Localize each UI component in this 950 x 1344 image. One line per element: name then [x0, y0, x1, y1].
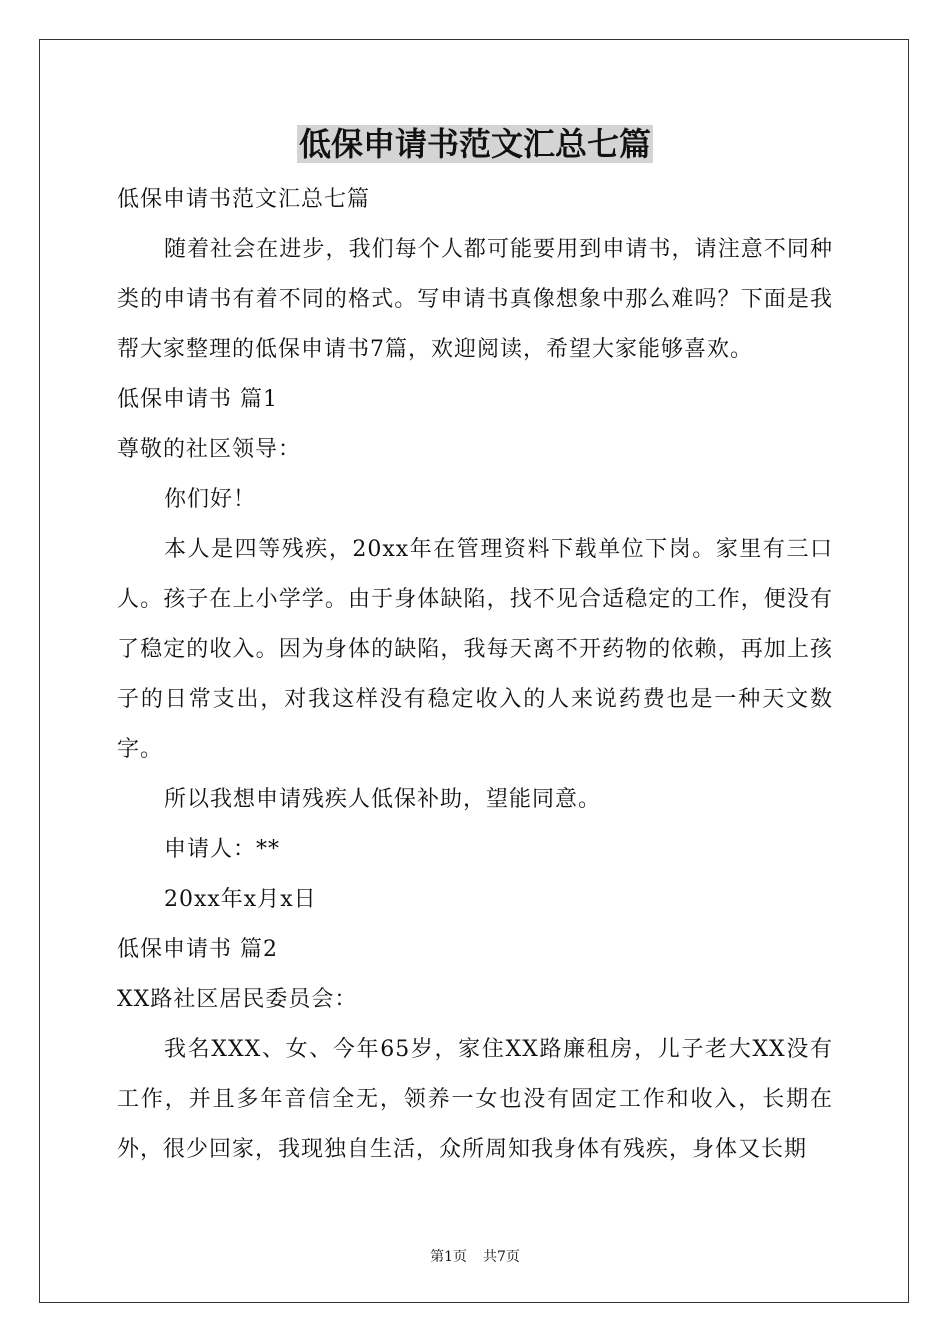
document-title-text: 低保申请书范文汇总七篇 — [298, 125, 651, 163]
document-body — [117, 175, 833, 1175]
request-paragraph: 所以我想申请残疾人低保补助，望能同意。 — [164, 787, 602, 812]
salutation: 尊敬的社区领导： — [117, 437, 302, 462]
section-heading-2: 低保申请书 篇2 — [117, 937, 278, 962]
page-footer — [0, 1246, 950, 1266]
date-line: 20xx年x月x日 — [164, 887, 317, 912]
page-total: 共7页 — [483, 1249, 520, 1265]
page-number: 第1页 — [430, 1249, 467, 1265]
body-paragraph-2: 我名XXX、女、今年65岁，家住XX路廉租房，儿子老大XX没有工作，并且多年音信全无，领养一女也没有固定工作和收入，长期在外，很少回家，我现独自生活，众所周知我身体有残疾，身体又长期 — [117, 1037, 833, 1162]
salutation-2: XX路社区居民委员会： — [117, 987, 358, 1012]
subtitle-line: 低保申请书范文汇总七篇 — [117, 187, 371, 212]
body-paragraph: 本人是四等残疾，20xx年在管理资料下载单位下岗。家里有三口人。孩子在上小学学。由于身体缺陷，找不见合适稳定的工作，便没有了稳定的收入。因为身体的缺陷，我每天离不开药物的依赖，再加上孩子的日常支出，对我这样没有稳定收入的人来说药费也是一种天文数字。 — [117, 537, 833, 762]
intro-paragraph: 随着社会在进步，我们每个人都可能要用到申请书，请注意不同种类的申请书有着不同的格式。写申请书真像想象中那么难吗？下面是我帮大家整理的低保申请书7篇，欢迎阅读，希望大家能够喜欢。 — [117, 237, 833, 362]
applicant-line: 申请人：** — [164, 837, 281, 862]
greeting: 你们好！ — [164, 487, 257, 512]
document-title — [0, 122, 950, 166]
section-heading-1: 低保申请书 篇1 — [117, 387, 278, 412]
